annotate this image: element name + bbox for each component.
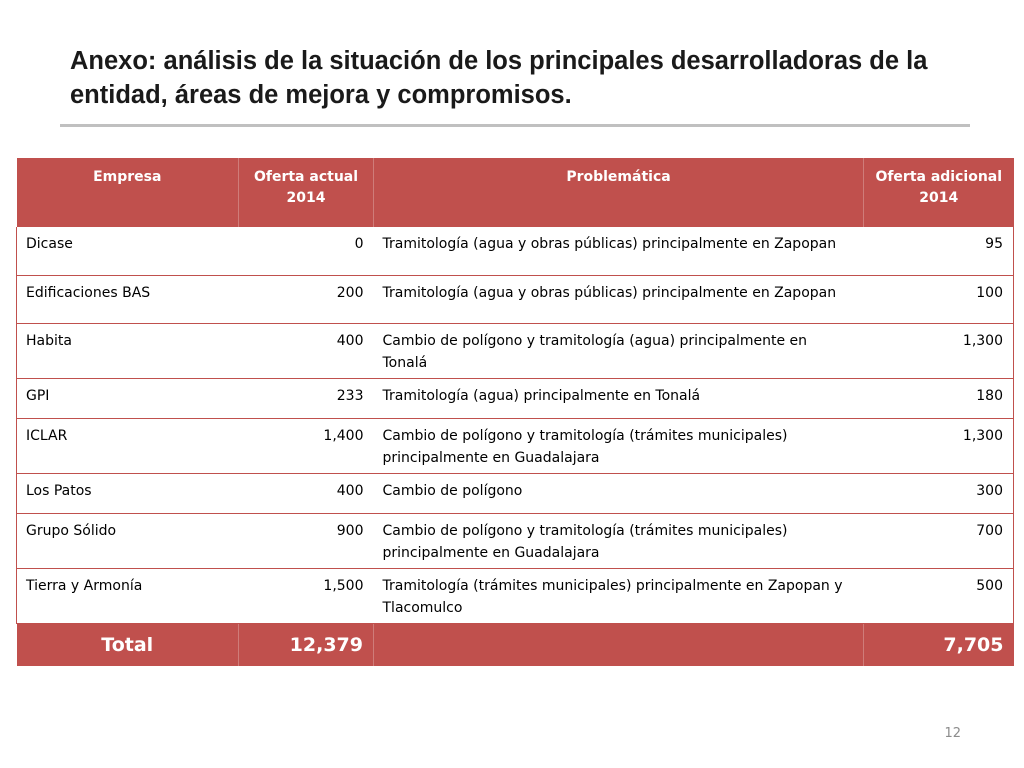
cell-empresa: Tierra y Armonía xyxy=(17,568,239,623)
cell-empresa: Edificaciones BAS xyxy=(17,275,239,323)
cell-problematica: Cambio de polígono y tramitología (trámites municipales) principalmente en Guadalajara xyxy=(374,513,864,568)
table-row xyxy=(17,568,1014,623)
table-row xyxy=(17,378,1014,418)
table-row xyxy=(17,513,1014,568)
table-header-row xyxy=(17,158,1014,227)
table-row xyxy=(17,323,1014,378)
cell-empresa: Los Patos xyxy=(17,473,239,513)
title-divider xyxy=(60,124,970,127)
cell-oferta-actual: 233 xyxy=(239,378,374,418)
page-number: 12 xyxy=(944,726,961,741)
header-empresa: Empresa xyxy=(17,158,239,227)
cell-oferta-actual: 0 xyxy=(239,227,374,275)
cell-oferta-actual: 400 xyxy=(239,323,374,378)
cell-problematica: Tramitología (agua y obras públicas) principalmente en Zapopan xyxy=(374,227,864,275)
cell-oferta-adicional: 300 xyxy=(864,473,1014,513)
header-oferta-actual: Oferta actual 2014 xyxy=(239,158,374,227)
total-row xyxy=(17,623,1014,666)
cell-problematica: Cambio de polígono y tramitología (trámites municipales) principalmente en Guadalajara xyxy=(374,418,864,473)
total-problematica-empty xyxy=(374,623,864,666)
cell-oferta-adicional: 95 xyxy=(864,227,1014,275)
cell-oferta-adicional: 700 xyxy=(864,513,1014,568)
table-row xyxy=(17,473,1014,513)
total-oferta-actual: 12,379 xyxy=(239,623,374,666)
cell-empresa: GPI xyxy=(17,378,239,418)
header-oferta-adicional: Oferta adicional 2014 xyxy=(864,158,1014,227)
cell-empresa: Dicase xyxy=(17,227,239,275)
cell-problematica: Cambio de polígono xyxy=(374,473,864,513)
slide-title: Anexo: análisis de la situación de los principales desarrolladoras de la entidad, áreas de mejora y compromisos. xyxy=(70,47,928,109)
cell-problematica: Cambio de polígono y tramitología (agua) principalmente en Tonalá xyxy=(374,323,864,378)
developers-table xyxy=(16,158,1014,666)
cell-problematica: Tramitología (agua y obras públicas) principalmente en Zapopan xyxy=(374,275,864,323)
cell-empresa: Grupo Sólido xyxy=(17,513,239,568)
cell-oferta-adicional: 180 xyxy=(864,378,1014,418)
cell-problematica: Tramitología (agua) principalmente en Tonalá xyxy=(374,378,864,418)
cell-oferta-actual: 1,400 xyxy=(239,418,374,473)
cell-oferta-adicional: 1,300 xyxy=(864,323,1014,378)
cell-empresa: ICLAR xyxy=(17,418,239,473)
header-problematica: Problemática xyxy=(374,158,864,227)
cell-oferta-adicional: 1,300 xyxy=(864,418,1014,473)
cell-oferta-adicional: 500 xyxy=(864,568,1014,623)
total-label: Total xyxy=(17,623,239,666)
total-oferta-adicional: 7,705 xyxy=(864,623,1014,666)
cell-empresa: Habita xyxy=(17,323,239,378)
cell-oferta-actual: 200 xyxy=(239,275,374,323)
table-row xyxy=(17,418,1014,473)
cell-oferta-actual: 400 xyxy=(239,473,374,513)
cell-oferta-adicional: 100 xyxy=(864,275,1014,323)
cell-problematica: Tramitología (trámites municipales) principalmente en Zapopan y Tlacomulco xyxy=(374,568,864,623)
table-row xyxy=(17,275,1014,323)
cell-oferta-actual: 1,500 xyxy=(239,568,374,623)
cell-oferta-actual: 900 xyxy=(239,513,374,568)
table-row xyxy=(17,227,1014,275)
